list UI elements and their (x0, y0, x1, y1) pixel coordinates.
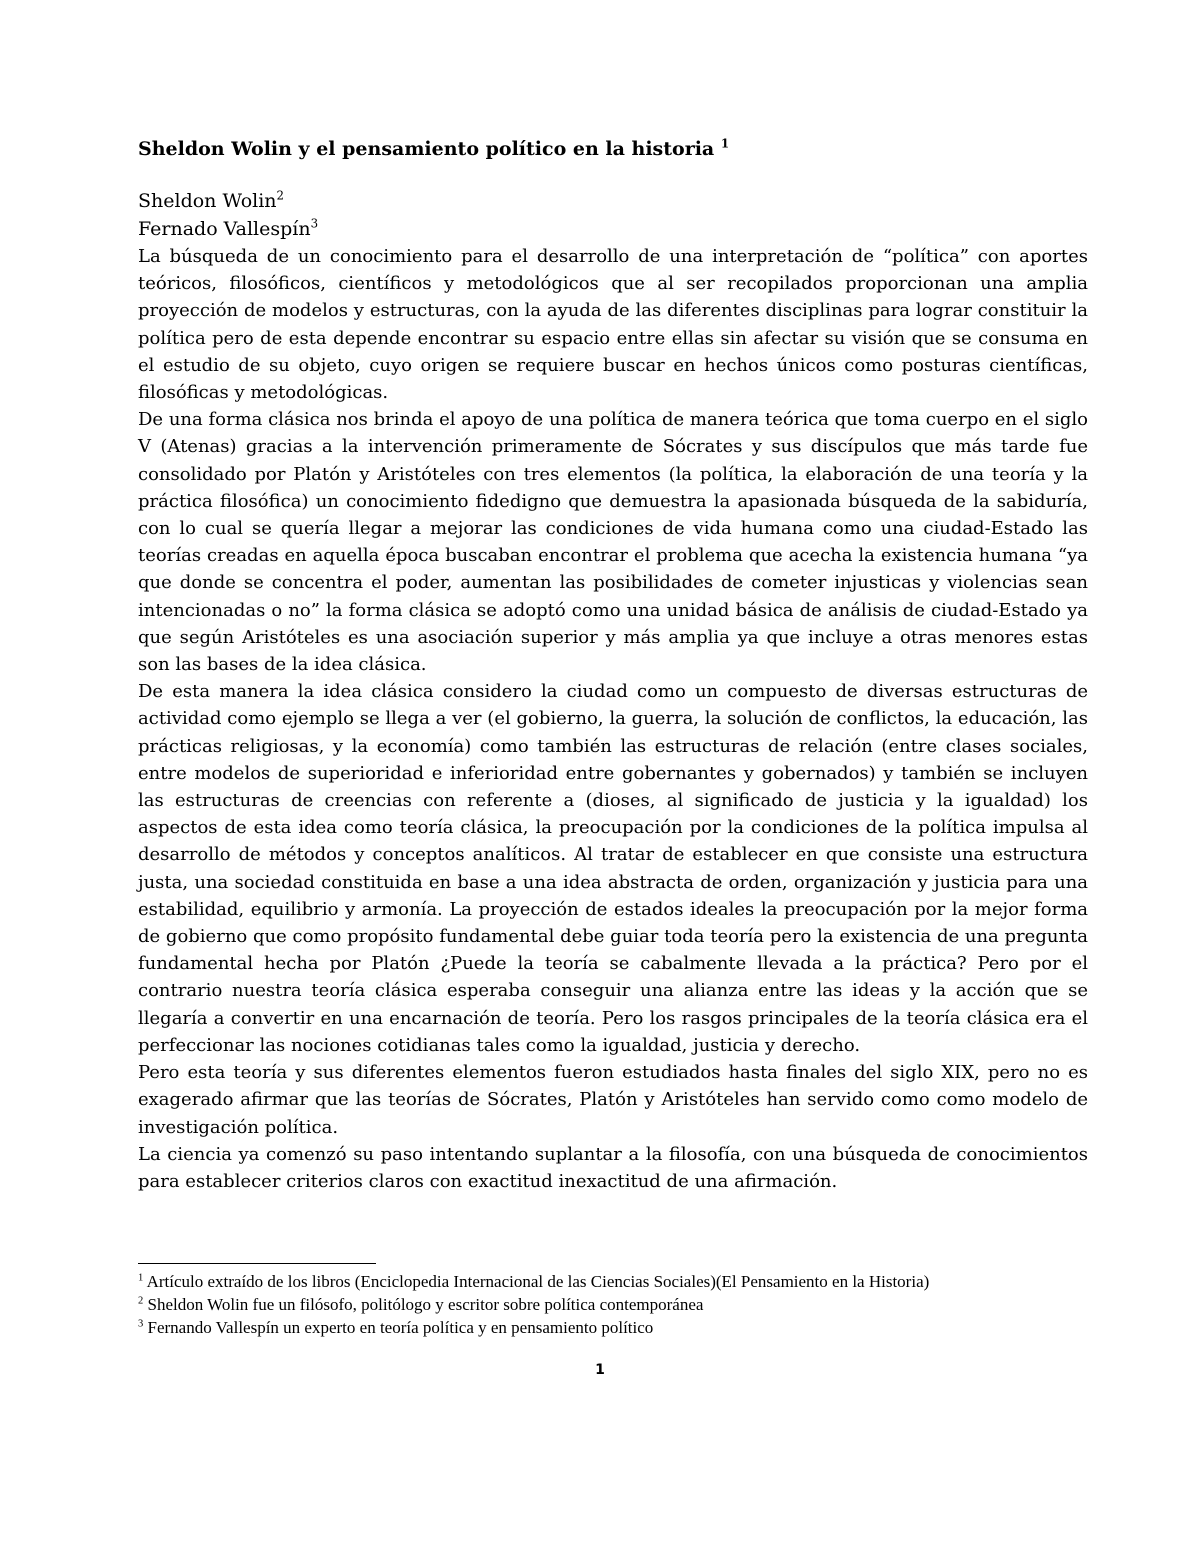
author-name: Sheldon Wolin (138, 190, 277, 212)
footnote (138, 1293, 1138, 1316)
author-footnote-marker: 2 (276, 188, 285, 203)
footnote-text: Artículo extraído de los libros (Enciclopedia Internacional de las Ciencias Sociales)(El Pensamiento en la Historia) (146, 1272, 930, 1291)
body-paragraph: De una forma clásica nos brinda el apoyo de una política de manera teórica que toma cuerpo en el siglo V (Atenas) gracias a la intervención primeramente de Sócrates y sus discípulos que más tarde fue consolidado por Platón y Aristóteles con tres elementos (la política, la elaboración de una teoría y la práctica filosófica) un conocimiento fidedigno que demuestra la apasionada búsqueda de la sabiduría, con lo cual se quería llegar a mejorar las condiciones de vida humana como una ciudad-Estado las teorías creadas en aquella época buscaban encontrar el problema que acecha la existencia humana “ya que donde se concentra el poder, aumentan las posibilidades de cometer injusticas y violencias sean intencionadas o no” la forma clásica se adoptó como una unidad básica de análisis de ciudad-Estado ya que según Aristóteles es una asociación superior y más amplia ya que incluye a otras menores estas son las bases de la idea clásica. (138, 409, 1088, 676)
author-name: Fernado Vallespín (138, 218, 311, 240)
body-paragraph: De esta manera la idea clásica considero la ciudad como un compuesto de diversas estructuras de actividad como ejemplo se llega a ver (el gobierno, la guerra, la solución de conflictos, la educación, las prácticas religiosas, y la economía) como también las estructuras de relación (entre clases sociales, entre modelos de superioridad e inferioridad entre gobernantes y gobernados) y también se incluyen las estructuras de creencias con referente a (dioses, al significado de justicia y la igualdad) los aspectos de esta idea como teoría clásica, la preocupación por la condiciones de la política impulsa al desarrollo de métodos y conceptos analíticos. Al tratar de establecer en que consiste una estructura justa, una sociedad constituida en base a una idea abstracta de orden, organización y justicia para una estabilidad, equilibrio y armonía. La proyección de estados ideales la preocupación por la mejor forma de gobierno que como propósito fundamental debe guiar toda teoría pero la existencia de una pregunta fundamental hecha por Platón ¿Puede la teoría se cabalmente llevada a la práctica? Pero por el contrario nuestra teoría clásica esperaba conseguir una alianza entre las ideas y la acción que se llegaría a convertir en una encarnación de teoría. Pero los rasgos principales de la teoría clásica era el perfeccionar las nociones cotidianas tales como la igualdad, justicia y derecho. (138, 681, 1088, 1056)
footnote-marker: 1 (138, 1272, 144, 1284)
title-footnote-marker: 1 (720, 136, 730, 151)
footnote-marker: 2 (138, 1295, 144, 1307)
footnotes (138, 1270, 1138, 1339)
body-paragraph: Pero esta teoría y sus diferentes elementos fueron estudiados hasta finales del siglo XIX, pero no es exagerado afirmar que las teorías de Sócrates, Platón y Aristóteles han servido como como modelo de investigación política. (138, 1062, 1088, 1138)
footnote-text: Fernando Vallespín un experto en teoría política y en pensamiento político (147, 1318, 654, 1337)
body-paragraph: La ciencia ya comenzó su paso intentando suplantar a la filosofía, con una búsqueda de conocimientos para establecer criterios claros con exactitud inexactitud de una afirmación. (138, 1143, 1088, 1192)
document-body (138, 243, 1088, 1195)
footnote-text: Sheldon Wolin fue un filósofo, politólogo y escritor sobre política contemporánea (147, 1295, 704, 1314)
footnote-separator (138, 1263, 376, 1264)
footnote (138, 1316, 1138, 1339)
author-line (138, 188, 284, 215)
document-title (138, 135, 1088, 163)
footnote-marker: 3 (138, 1318, 144, 1330)
author-line (138, 216, 318, 243)
body-paragraph: La búsqueda de un conocimiento para el desarrollo de una interpretación de “política” con aportes teóricos, filosóficos, científicos y metodológicos que al ser recopilados proporcionan una amplia proyección de modelos y estructuras, con la ayuda de las diferentes disciplinas para lograr constituir la política pero de esta depende encontrar su espacio entre ellas sin afectar su visión que se consuma en el estudio de su objeto, cuyo origen se requiere buscar en hechos únicos como posturas científicas, filosóficas y metodológicas. (138, 246, 1088, 404)
title-text: Sheldon Wolin y el pensamiento político en la historia (138, 138, 715, 160)
author-footnote-marker: 3 (310, 216, 319, 231)
footnote (138, 1270, 1138, 1293)
page-number: 1 (595, 1362, 605, 1378)
